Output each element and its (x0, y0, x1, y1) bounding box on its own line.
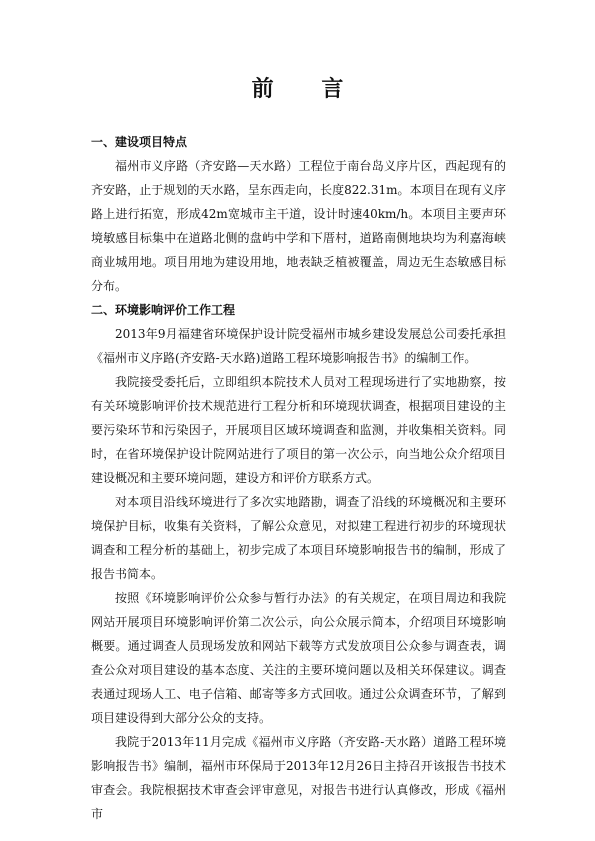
paragraph: 按照《环境影响评价公众参与暂行办法》的有关规定，在项目周边和我院网站开展项目环境影响评价第二次公示，向公众展示简本，介绍项目环境影响概要。通过调查人员现场发放和网站下载等方式发放项目公众参与调查表，调查公众对项目建设的基本态度、关注的主要环境问题以及相关环保建议。调查表通过现场人工、电子信箱、邮寄等多方式回收。通过公众调查环节，了解到项目建设得到大部分公众的支持。 (91, 591, 506, 725)
section-heading: 二、环境影响评价工作工程 (91, 303, 236, 317)
paragraph: 对本项目沿线环境进行了多次实地踏勘，调查了沿线的环境概况和主要环境保护目标，收集有关资料，了解公众意见，对拟建工程进行初步的环境现状调查和工程分析的基础上，初步完成了本项目环境影响报告书的编制，形成了报告书简本。 (91, 495, 506, 581)
document-body (91, 130, 506, 826)
paragraph: 我院接受委托后，立即组织本院技术人员对工程现场进行了实地勘察，按有关环境影响评价技术规范进行工程分析和环境现状调查，根据项目建设的主要污染环节和污染因子，开展项目区域环境调查和监测，并收集相关资料。同时，在省环境保护设计院网站进行了项目的第一次公示，向当地公众介绍项目建设概况和主要环境问题，建设方和评价方联系方式。 (91, 375, 506, 485)
section-heading: 一、建设项目特点 (91, 135, 188, 149)
paragraph: 福州市义序路（齐安路—天水路）工程位于南台岛义序片区，西起现有的齐安路，止于规划的天水路，呈东西走向，长度822.31m。本项目在现有义序路上进行拓宽，形成42m宽城市主干道，设计时速40km/h。本项目主要声环境敏感目标集中在道路北侧的盘屿中学和下厝村，道路南侧地块均为利嘉海峡商业城用地。项目用地为建设用地，地表缺乏植被覆盖，周边无生态敏感目标分布。 (91, 159, 506, 293)
paragraph: 我院于2013年11月完成《福州市义序路（齐安路-天水路）道路工程环境影响报告书》编制，福州市环保局于2013年12月26日主持召开该报告书技术审查会。我院根据技术审查会评审意见，对报告书进行认真修改，形成《福州市 (91, 735, 506, 821)
page-title: 前 言 (251, 76, 364, 102)
paragraph: 2013年9月福建省环境保护设计院受福州市城乡建设发展总公司委托承担《福州市义序路(齐安路-天水路)道路工程环境影响报告书》的编制工作。 (91, 327, 506, 365)
